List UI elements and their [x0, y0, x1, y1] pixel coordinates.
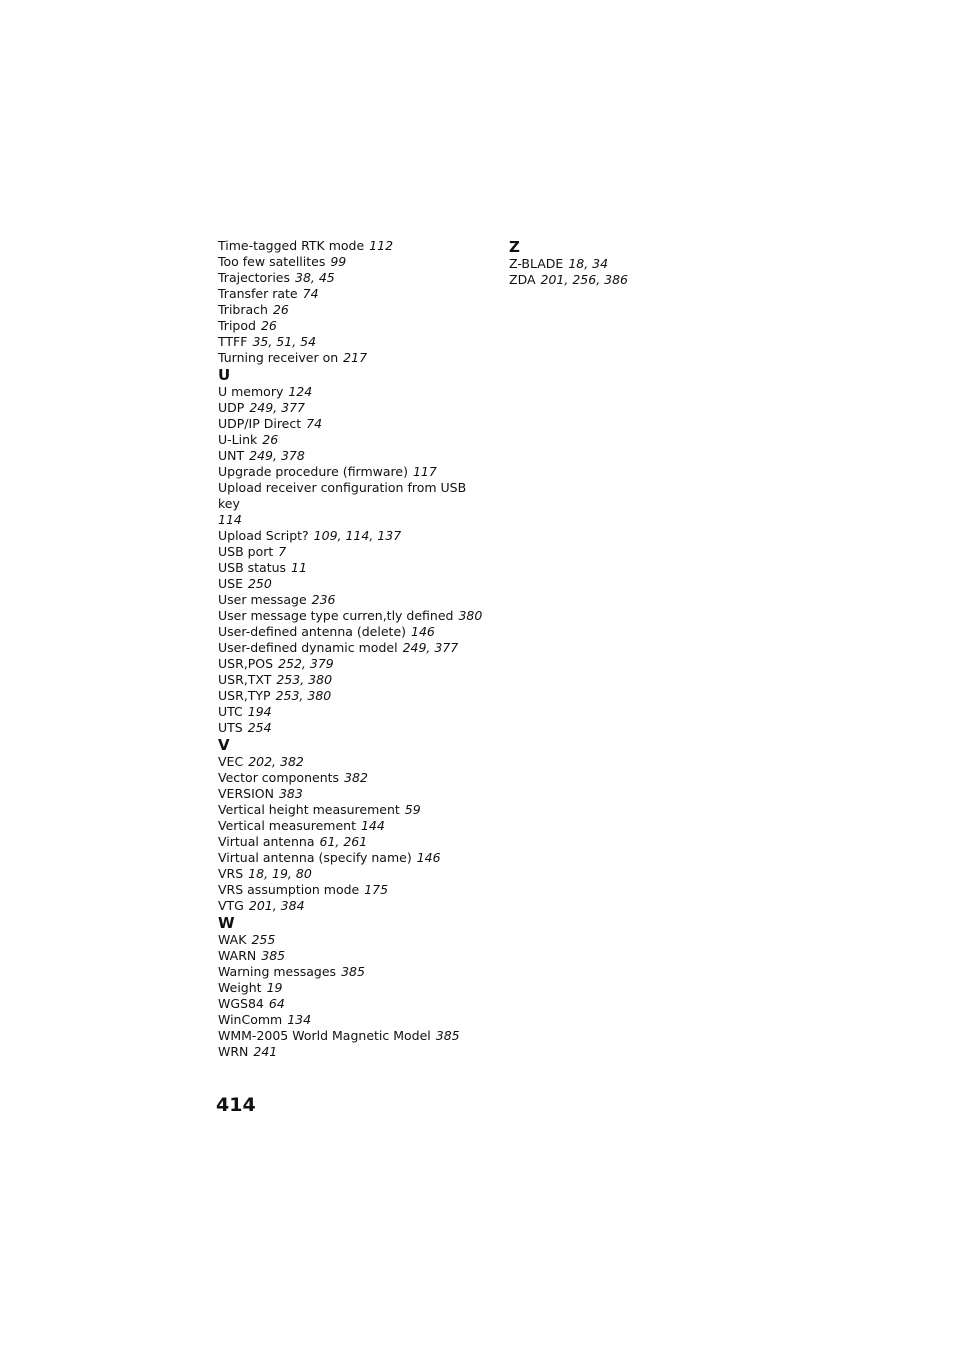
index-column-left [218, 238, 488, 1060]
index-entry [218, 866, 488, 882]
index-page-refs[interactable]: 124 [288, 384, 313, 399]
index-term: Tripod [218, 318, 256, 333]
index-term: Tribrach [218, 302, 268, 317]
index-term: USB status [218, 560, 287, 575]
index-entry [218, 560, 488, 576]
index-page-refs[interactable]: 382 [344, 770, 368, 785]
index-term: TTFF [218, 334, 248, 349]
index-entry [218, 770, 488, 786]
index-term: WinComm [218, 1012, 283, 1027]
index-page-refs[interactable]: 385 [341, 964, 365, 979]
index-entry [218, 898, 488, 914]
index-page-refs[interactable]: 19 [266, 980, 283, 995]
index-entry [218, 850, 488, 866]
index-term: USB port [218, 544, 274, 559]
index-entry [218, 286, 488, 302]
index-entry [218, 754, 488, 770]
index-page-refs[interactable]: 146 [411, 624, 435, 639]
index-entry [218, 882, 488, 898]
index-entry [218, 480, 488, 528]
index-entry [509, 256, 769, 272]
index-page-refs[interactable]: 383 [278, 786, 303, 801]
index-term: User-defined dynamic model [218, 640, 398, 655]
index-term: UTS [218, 720, 243, 735]
index-page-refs[interactable]: 26 [272, 302, 289, 317]
index-term: U-Link [218, 432, 258, 447]
index-term: Virtual antenna (specify name) [218, 850, 412, 865]
index-page-refs[interactable]: 249, 377 [249, 400, 305, 415]
index-entry [218, 624, 488, 640]
index-entry [218, 672, 488, 688]
index-term: UDP/IP Direct [218, 416, 302, 431]
index-entry [218, 802, 488, 818]
index-entry [218, 432, 488, 448]
index-entry [218, 834, 488, 850]
index-page-refs[interactable]: 380 [458, 608, 483, 623]
index-page-refs[interactable]: 38, 45 [295, 270, 335, 285]
index-page-refs[interactable]: 18, 19, 80 [248, 866, 312, 881]
index-term: USR,TYP [218, 688, 271, 703]
index-page-refs[interactable]: 7 [278, 544, 287, 559]
index-page-refs[interactable]: 117 [412, 464, 437, 479]
index-letter-heading: Z [509, 238, 520, 256]
index-term: WRN [218, 1044, 249, 1059]
index-page-refs[interactable]: 18, 34 [568, 256, 609, 271]
index-entry [218, 592, 488, 608]
index-page-refs[interactable]: 217 [343, 350, 368, 365]
index-entry [218, 302, 488, 318]
index-entry [218, 448, 488, 464]
index-entry [218, 1012, 488, 1028]
index-term: Trajectories [218, 270, 290, 285]
index-entry [218, 704, 488, 720]
index-page-refs[interactable]: 146 [416, 850, 441, 865]
index-page-refs[interactable]: 255 [251, 932, 276, 947]
index-term: User-defined antenna (delete) [218, 624, 407, 639]
index-term: Vertical height measurement [218, 802, 400, 817]
index-term: U memory [218, 384, 284, 399]
index-entry [218, 948, 488, 964]
index-term: Vertical measurement [218, 818, 356, 833]
index-page-refs[interactable]: 175 [364, 882, 389, 897]
index-term: WAK [218, 932, 247, 947]
index-page-refs[interactable]: 253, 380 [275, 688, 332, 703]
index-entry [218, 932, 488, 948]
index-entry [218, 576, 488, 592]
index-page-refs[interactable]: 99 [330, 254, 347, 269]
index-page-refs[interactable]: 201, 384 [248, 898, 305, 913]
index-entry [218, 656, 488, 672]
index-entry [218, 544, 488, 560]
index-page-refs[interactable]: 144 [360, 818, 385, 833]
index-term: Warning messages [218, 964, 337, 979]
index-page-refs[interactable]: 26 [260, 318, 277, 333]
index-page-refs[interactable]: 11 [291, 560, 307, 575]
index-page-refs[interactable]: 201, 256, 386 [540, 272, 629, 287]
index-entry [218, 818, 488, 834]
index-page-refs[interactable]: 64 [268, 996, 285, 1011]
index-entry [218, 1044, 488, 1060]
index-term: USR,TXT [218, 672, 272, 687]
index-entry [218, 528, 488, 544]
index-term: USR,POS [218, 656, 274, 671]
index-entry [218, 464, 488, 480]
index-page-refs[interactable]: 112 [369, 238, 394, 253]
index-entry [218, 640, 488, 656]
index-term: Virtual antenna [218, 834, 315, 849]
index-entry [218, 1028, 488, 1044]
index-entry [218, 350, 488, 366]
index-page-refs[interactable]: 254 [247, 720, 272, 735]
index-letter-heading: V [218, 736, 230, 754]
index-entry [509, 272, 769, 288]
index-term: VRS assumption mode [218, 882, 360, 897]
index-term: WMM-2005 World Magnetic Model [218, 1028, 431, 1043]
index-page-refs[interactable]: 194 [247, 704, 272, 719]
index-page-refs[interactable]: 74 [302, 286, 319, 301]
index-entry [218, 334, 488, 350]
index-page-refs[interactable]: 114 [218, 512, 242, 527]
index-term: VRS [218, 866, 244, 881]
index-entry [218, 608, 488, 624]
index-entry [218, 384, 488, 400]
index-term: Too few satellites [218, 254, 326, 269]
index-entry [218, 270, 488, 286]
index-term: WARN [218, 948, 257, 963]
index-column-right [509, 238, 769, 288]
index-page-refs[interactable]: 253, 380 [276, 672, 333, 687]
index-entry [218, 964, 488, 980]
index-entry [218, 786, 488, 802]
index-entry [218, 318, 488, 334]
index-entry [218, 400, 488, 416]
index-entry [218, 238, 488, 254]
index-page-refs[interactable]: 250 [247, 576, 272, 591]
index-page-refs[interactable]: 252, 379 [278, 656, 334, 671]
index-page-refs[interactable]: 249, 377 [402, 640, 459, 655]
index-page-refs[interactable]: 202, 382 [248, 754, 304, 769]
page-number: 414 [216, 1094, 256, 1116]
index-term: Transfer rate [218, 286, 298, 301]
index-term: VTG [218, 898, 244, 913]
index-entry [218, 996, 488, 1012]
index-term: Weight [218, 980, 262, 995]
index-term: Upgrade procedure (firmware) [218, 464, 408, 479]
index-page-refs[interactable]: 385 [435, 1028, 460, 1043]
index-entry [218, 688, 488, 704]
index-term: UDP [218, 400, 245, 415]
index-page-refs[interactable]: 385 [261, 948, 286, 963]
index-page-refs[interactable]: 61, 261 [319, 834, 368, 849]
index-page-refs[interactable]: 26 [262, 432, 279, 447]
index-term: WGS84 [218, 996, 264, 1011]
index-term: Upload receiver configuration from USB key [218, 480, 467, 511]
index-term: USE [218, 576, 243, 591]
index-page-refs[interactable]: 109, 114, 137 [313, 528, 402, 543]
index-entry [218, 416, 488, 432]
index-term: Upload Script? [218, 528, 309, 543]
index-term: UNT [218, 448, 245, 463]
index-term: Z-BLADE [509, 256, 564, 271]
index-term: Turning receiver on [218, 350, 339, 365]
index-term: VERSION [218, 786, 274, 801]
index-entry [218, 720, 488, 736]
index-term: UTC [218, 704, 243, 719]
index-term: User message type curren,tly defined [218, 608, 454, 623]
index-term: Vector components [218, 770, 340, 785]
index-page-refs[interactable]: 35, 51, 54 [252, 334, 317, 349]
index-page-refs[interactable]: 249, 378 [249, 448, 305, 463]
index-term: User message [218, 592, 307, 607]
index-page-refs[interactable]: 134 [287, 1012, 312, 1027]
index-page-refs[interactable]: 241 [253, 1044, 278, 1059]
index-term: VEC [218, 754, 244, 769]
index-entry [218, 980, 488, 996]
index-page-refs[interactable]: 74 [306, 416, 323, 431]
index-entry [218, 254, 488, 270]
index-letter-heading: U [218, 366, 231, 384]
index-letter-heading: W [218, 914, 235, 932]
index-page-refs[interactable]: 59 [404, 802, 421, 817]
index-page-refs[interactable]: 236 [311, 592, 336, 607]
index-term: Time-tagged RTK mode [218, 238, 365, 253]
index-term: ZDA [509, 272, 536, 287]
